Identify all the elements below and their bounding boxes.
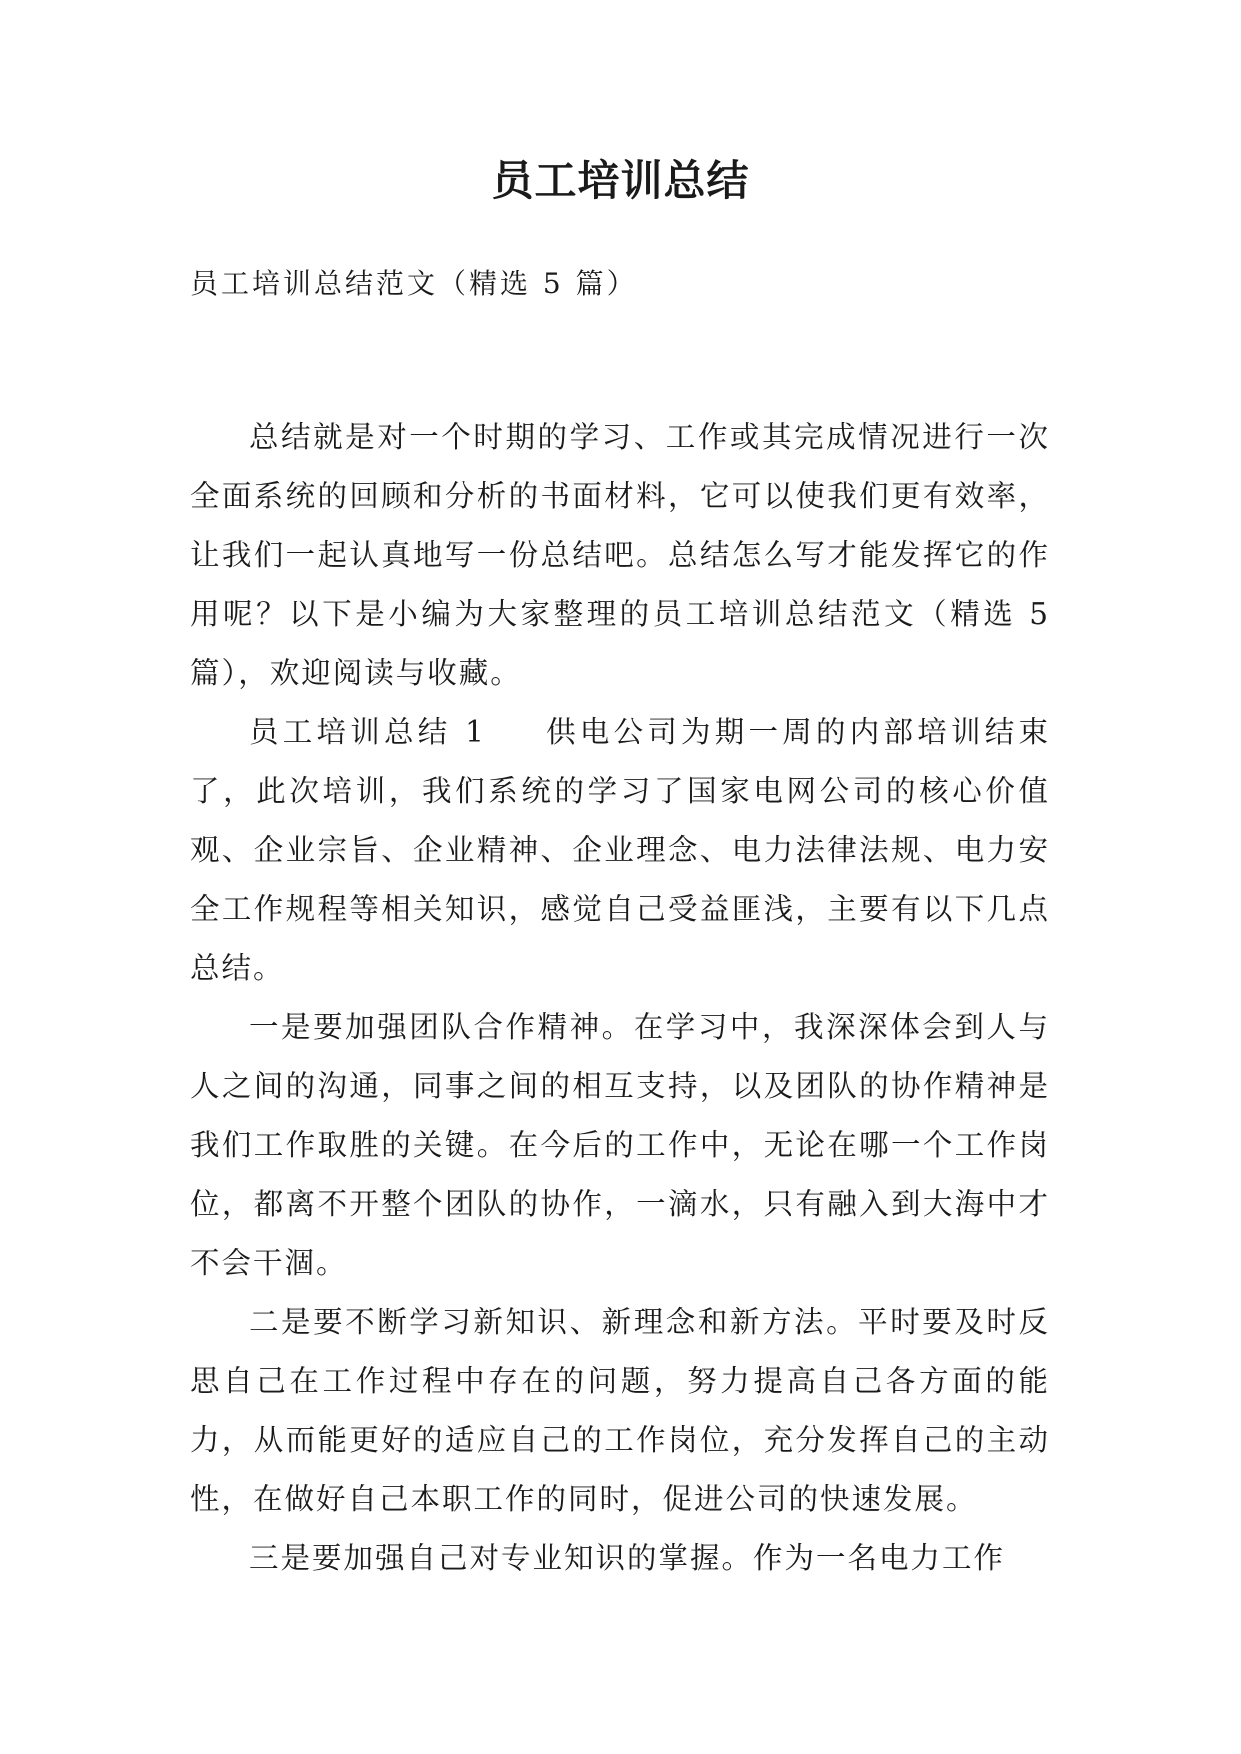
point-1-paragraph: 一是要加强团队合作精神。在学习中，我深深体会到人与人之间的沟通，同事之间的相互支持，以及团队的协作精神是我们工作取胜的关键。在今后的工作中，无论在哪一个工作岗位，都离不开整个团队的协作，一滴水，只有融入到大海中才不会干涸。: [190, 1010, 1050, 1280]
intro-paragraph: 总结就是对一个时期的学习、工作或其完成情况进行一次全面系统的回顾和分析的书面材料，它可以使我们更有效率，让我们一起认真地写一份总结吧。总结怎么写才能发挥它的作用呢？以下是小编为大家整理的员工培训总结范文（精选 5 篇），欢迎阅读与收藏。: [190, 420, 1050, 690]
document-title: 员工培训总结: [491, 156, 750, 205]
point-2-paragraph: 二是要不断学习新知识、新理念和新方法。平时要及时反思自己在工作过程中存在的问题，努力提高自己各方面的能力，从而能更好的适应自己的工作岗位，充分发挥自己的主动性，在做好自己本职工作的同时，促进公司的快速发展。: [190, 1305, 1050, 1516]
document-body: [190, 408, 1050, 1588]
point-3-paragraph: 三是要加强自己对专业知识的掌握。作为一名电力工作: [249, 1541, 1006, 1575]
section-1-paragraph: [190, 703, 1050, 998]
section-1-text: 供电公司为期一周的内部培训结束了，此次培训，我们系统的学习了国家电网公司的核心价值观、企业宗旨、企业精神、企业理念、电力法律法规、电力安全工作规程等相关知识，感觉自己受益匪浅，主要有以下几点总结。: [190, 715, 1050, 985]
document-subtitle: 员工培训总结范文（精选 5 篇）: [190, 267, 638, 300]
section-1-heading: 员工培训总结 1: [249, 715, 486, 749]
